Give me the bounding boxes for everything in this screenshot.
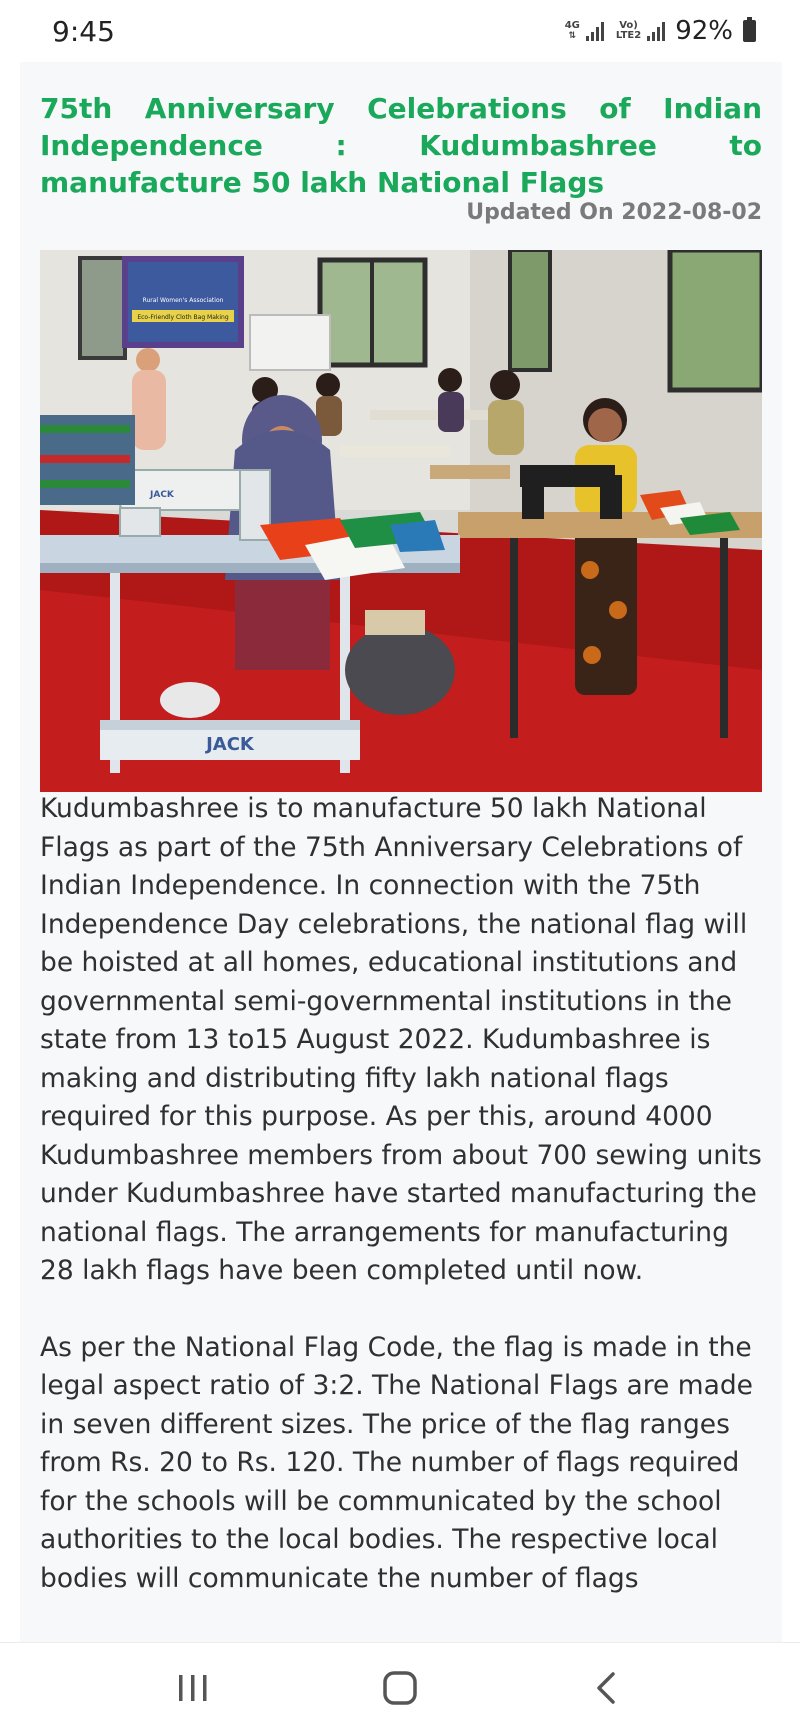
battery-percent: 92% — [675, 16, 733, 46]
signal-1-icon — [586, 21, 604, 41]
recents-button[interactable] — [153, 1658, 233, 1718]
recents-icon — [173, 1671, 213, 1705]
back-icon — [587, 1668, 627, 1708]
article-body — [40, 790, 765, 1636]
article-image — [40, 250, 762, 792]
updated-date: Updated On 2022-08-02 — [466, 200, 762, 225]
back-button[interactable] — [567, 1658, 647, 1718]
article-title: 75th Anniversary Celebrations of Indian Independence : Kudumbashree to manufacture 50 lakh National Flags — [40, 92, 762, 199]
network-volte-label: Vo) — [619, 20, 638, 31]
banner-line-1: Rural Women's Association — [142, 297, 224, 304]
home-button[interactable] — [360, 1658, 440, 1718]
banner-line-2: Eco-Friendly Cloth Bag Making — [137, 314, 229, 321]
article-card — [20, 62, 782, 1642]
status-indicators — [565, 16, 756, 46]
status-time: 9:45 — [52, 14, 115, 48]
article-paragraph-1: Kudumbashree is to manufacture 50 lakh National Flags as part of the 75th Anniversary Celebrations of Indian Independence. In connection with the 75th Independence Day celebrations, the national flag will be hoisted at all homes, educational institutions and governmental semi-governmental institutions in the state from 13 to15 August 2022. Kudumbashree is making and distributing fifty lakh national flags required for this purpose. As per this, around 4000 Kudumbashree members from about 700 sewing units under Kudumbashree have started manufacturing the national flags. The arrangements for manufacturing 28 lakh flags have been completed until now. — [40, 793, 762, 1286]
article-paragraph-2: As per the National Flag Code, the flag is made in the legal aspect ratio of 3:2. The National Flags are made in seven different sizes. The price of the flag ranges from Rs. 20 to Rs. 120. The number of flags required for the schools will be communicated by the school authorities to the local bodies. The respective local bodies will communicate the number of flags — [40, 1331, 753, 1594]
sewing-unit-photo — [40, 250, 762, 792]
navigation-bar — [0, 1642, 800, 1733]
signal-2-icon — [647, 21, 665, 41]
status-bar — [0, 0, 800, 62]
network-lte2-label: LTE2 — [615, 30, 642, 41]
network-4g-icon: 4G ⇅ — [564, 20, 580, 41]
battery-icon — [743, 20, 756, 42]
network-4g-label: 4G — [564, 20, 580, 31]
machine-brand: JACK — [206, 734, 254, 755]
machine-brand-small: JACK — [150, 490, 174, 500]
network-volte-icon — [616, 21, 641, 41]
home-icon — [380, 1668, 420, 1708]
